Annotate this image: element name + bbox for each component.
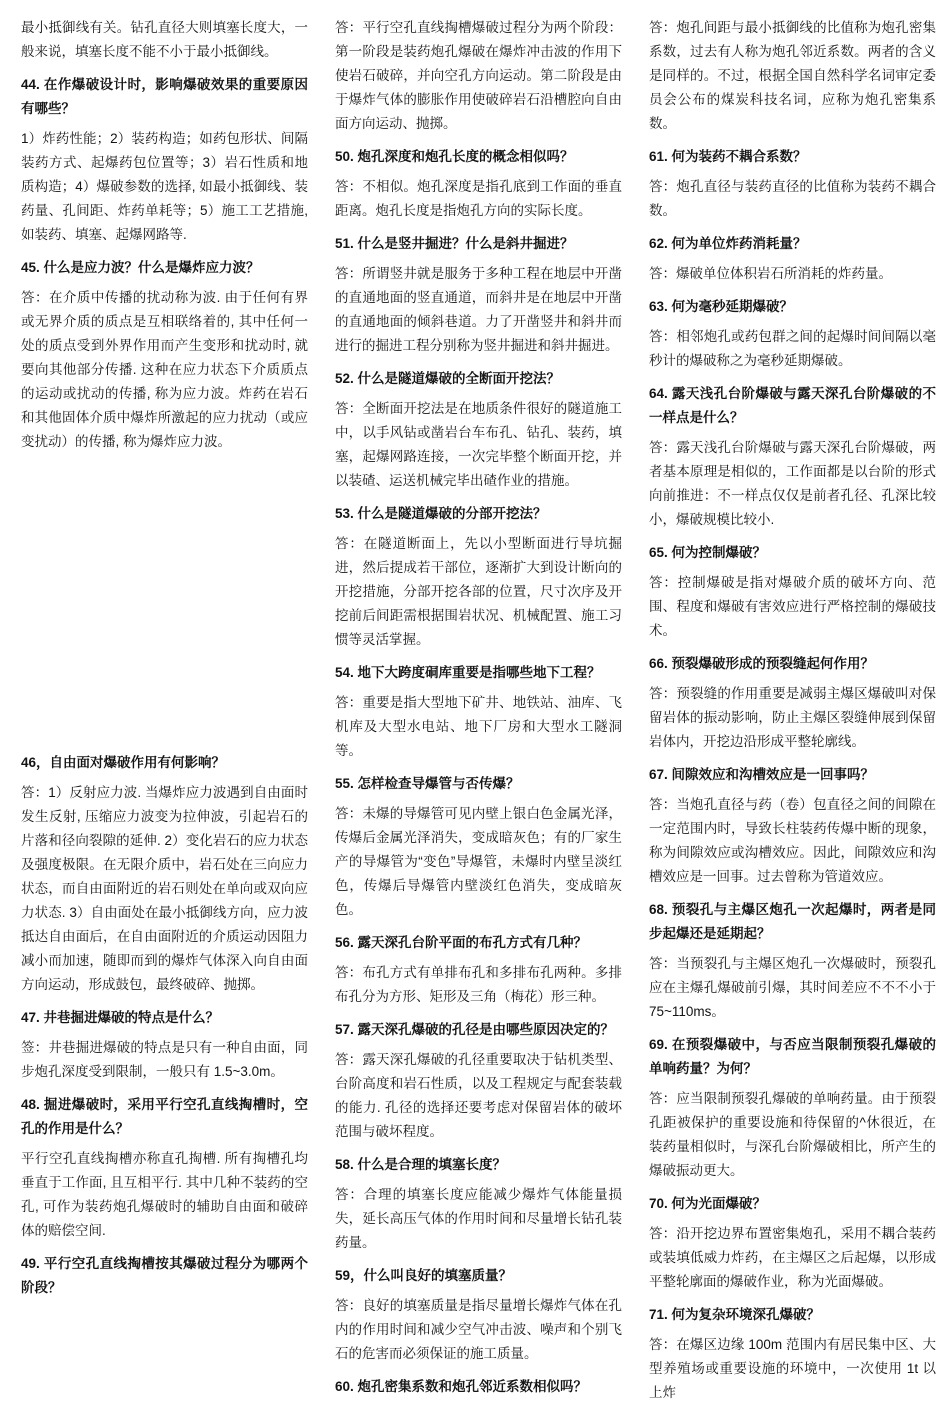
answer-paragraph: 答：控制爆破是指对爆破介质的破坏方向、范围、程度和爆破有害效应进行严格控制的爆破技术。	[649, 575, 936, 638]
question-heading: 54. 地下大跨度硐库重要是指哪些地下工程？	[335, 665, 601, 680]
answer-paragraph: 答：炮孔间距与最小抵御线的比值称为炮孔密集系数，过去有人称为炮孔邻近系数。两者的含义是同样的。不过，根据全国自然科学名词审定委员会公布的煤炭科技名词，应称为炮孔密集系数。	[649, 20, 936, 131]
answer-paragraph: 答：预裂缝的作用重要是减弱主爆区爆破叫对保留岩体的振动影响，防止主爆区裂缝伸展到保留岩体内，开挖边沿形成平整轮廓线。	[649, 686, 936, 749]
answer-paragraph: 1）炸药性能；2）装药构造；如药包形状、间隔装药方式、起爆药包位置等；3）岩石性质和地质构造；4）爆破参数的选择, 如最小抵御线、装药量、孔间距、炸药单耗等；5）施工工艺措施, 如装药、填塞、起爆网路等.	[21, 131, 308, 242]
answer-paragraph: 答：重要是指大型地下矿井、地铁站、油库、飞机库及大型水电站、地下厂房和大型水工隧洞等。	[335, 695, 622, 758]
answer-paragraph: 答：在爆区边缘 100m 范围内有居民集中区、大型养殖场或重要设施的环境中，一次使用 1t 以上炸	[649, 1337, 936, 1400]
question-heading: 66. 预裂爆破形成的预裂缝起何作用？	[649, 656, 875, 671]
question-heading: 56. 露天深孔台阶平面的布孔方式有几种？	[335, 935, 588, 950]
column-spacer	[21, 460, 308, 742]
question-heading: 51. 什么是竖井掘进？什么是斜井掘进？	[335, 236, 574, 251]
text-column-3	[649, 16, 936, 1400]
question-heading: 47. 井巷掘进爆破的特点是什么？	[21, 1010, 220, 1025]
question-heading: 55. 怎样检查导爆管与否传爆？	[335, 776, 520, 791]
answer-paragraph: 答：在隧道断面上，先以小型断面进行导坑掘进，然后提成若干部位，逐渐扩大到设计断向的开挖措施，分部开挖各部的位置，尺寸次序及开挖前后间距需根据围岩状况、机械配置、施工习惯等灵活掌握。	[335, 536, 622, 647]
answer-paragraph: 答：不相似。炮孔深度是指孔底到工作面的垂直距离。炮孔长度是指炮孔方向的实际长度。	[335, 179, 622, 218]
answer-paragraph: 答：在介质中传播的扰动称为波. 由于任何有界或无界介质的质点是互相联络着的, 其中任何一处的质点受到外界作用而产生变形和扰动时, 就要向其他部分传播. 这种在应力状态下介质质点的运动或扰动的传播, 称为应力波。炸药在岩石和其他固体介质中爆炸所激起的应力扰动（或应变扰动）的传播, 称为爆炸应力波。	[21, 290, 308, 449]
answer-paragraph: 答：应当限制预裂孔爆破的单响药量。由于预裂孔距被保护的重要设施和待保留的^休很近，在装药量相似时，与深孔台阶爆破相比，所产生的爆破振动更大。	[649, 1091, 936, 1178]
answer-paragraph: 答：炮孔直径与装药直径的比值称为装药不耦合数。	[649, 179, 936, 218]
question-heading: 61. 何为装药不耦合系数？	[649, 149, 807, 164]
answer-paragraph: 答：当预裂孔与主爆区炮孔一次爆破时，预裂孔应在主爆孔爆破前引爆，其时间差应不不不小于75~110ms。	[649, 956, 936, 1019]
question-heading: 46，自由面对爆破作用有何影响？	[21, 755, 226, 770]
question-heading: 48. 掘进爆破时，采用平行空孔直线掏槽时，空孔的作用是什么？	[21, 1097, 308, 1136]
answer-paragraph: 答：露天深孔爆破的孔径重要取决于钻机类型、台阶高度和岩石性质，以及工程规定与配套装载的能力. 孔径的选择还要考虑对保留岩体的破坏范围与破坏程度。	[335, 1052, 622, 1139]
question-heading: 68. 预裂孔与主爆区炮孔一次起爆时，两者是同步起爆还是延期起？	[649, 902, 936, 941]
question-heading: 52. 什么是隧道爆破的全断面开挖法？	[335, 371, 561, 386]
answer-paragraph: 答：爆破单位体积岩石所消耗的炸药量。	[649, 266, 892, 281]
question-heading: 63. 何为毫秒延期爆破？	[649, 299, 794, 314]
answer-paragraph: 答：全断面开挖法是在地质条件很好的隧道施工中，以手风钻或凿岩台车布孔、钻孔、装药，填塞，起爆网路连接，一次完毕整个断面开挖，并以装碴、运送机械完毕出碴作业的措施。	[335, 401, 622, 488]
question-heading: 53. 什么是隧道爆破的分部开挖法？	[335, 506, 547, 521]
question-heading: 59，什么叫良好的填塞质量？	[335, 1268, 513, 1283]
answer-paragraph: 答：所谓竖井就是服务于多种工程在地层中开凿的直通地面的竖直通道，而斜井是在地层中开凿的直通地面的倾斜巷道。力了开凿竖井和斜井而进行的掘进工程分别称为竖井掘进和斜井掘进。	[335, 266, 622, 353]
answer-paragraph: 平行空孔直线掏槽亦称直孔掏槽. 所有掏槽孔均垂直于工作面, 且互相平行. 其中几种不装药的空孔, 可作为装药炮孔爆破时的辅助自由面和破碎体的赔偿空间.	[21, 1151, 308, 1238]
answer-paragraph: 答：相邻炮孔或药包群之间的起爆时间间隔以毫秒计的爆破称之为毫秒延期爆破。	[649, 329, 936, 368]
answer-paragraph: 答：平行空孔直线掏槽爆破过程分为两个阶段：第一阶段是装药炮孔爆破在爆炸冲击波的作用下使岩石破碎，并向空孔方向运动。第二阶段是由于爆炸气体的膨胀作用使破碎岩石沿槽腔向自由面方向运动、抛掷。	[335, 20, 622, 131]
answer-paragraph: 最小抵御线有关。钻孔直径大则填塞长度大，一般来说，填塞长度不能不小于最小抵御线。	[21, 20, 308, 59]
question-heading: 44. 在作爆破设计时，影响爆破效果的重要原因有哪些？	[21, 77, 308, 116]
text-column-1	[21, 16, 308, 1344]
question-heading: 70. 何为光面爆破？	[649, 1196, 767, 1211]
answer-paragraph: 答：当炮孔直径与药（卷）包直径之间的间隙在一定范围内时，导致长柱装药传爆中断的现象，称为间隙效应或沟槽效应。因此，间隙效应和沟槽效应是一回事。过去曾称为管道效应。	[649, 797, 936, 884]
question-heading: 69. 在预裂爆破中，与否应当限制预裂孔爆破的单响药量？为何？	[649, 1037, 936, 1076]
answer-paragraph: 答：未爆的导爆管可见内壁上银白色金属光泽，传爆后金属光泽消失，变成暗灰色；有的厂家生产的导爆管为“变色”导爆管，未爆时内壁呈淡红色，传爆后导爆管内壁淡红色消失，变成暗灰色。	[335, 806, 622, 917]
question-heading: 60. 炮孔密集系数和炮孔邻近系数相似吗？	[335, 1379, 588, 1394]
question-heading: 57. 露天深孔爆破的孔径是由哪些原因决定的？	[335, 1022, 615, 1037]
question-heading: 50. 炮孔深度和炮孔长度的概念相似吗？	[335, 149, 574, 164]
question-heading: 65. 何为控制爆破？	[649, 545, 767, 560]
question-heading: 71. 何为复杂环境深孔爆破？	[649, 1307, 821, 1322]
answer-paragraph: 签：井巷掘进爆破的特点是只有一种自由面，同步炮孔深度受到限制，一般只有 1.5~3.0m。	[21, 1040, 308, 1079]
answer-paragraph: 答：良好的填塞质量是指尽量增长爆炸气体在孔内的作用时间和减少空气冲击波、噪声和个别飞石的危害而必须保证的施工质量。	[335, 1298, 622, 1361]
question-heading: 62. 何为单位炸药消耗量？	[649, 236, 807, 251]
answer-paragraph: 答：沿开挖边界布置密集炮孔，采用不耦合装药或装填低威力炸药，在主爆区之后起爆，以形成平整轮廓面的爆破作业，称为光面爆破。	[649, 1226, 936, 1289]
text-column-2	[335, 16, 622, 1394]
answer-paragraph: 答：合理的填塞长度应能减少爆炸气体能量损失，延长高压气体的作用时间和尽量增长钻孔装药量。	[335, 1187, 622, 1250]
question-heading: 49. 平行空孔直线掏槽按其爆破过程分为哪两个阶段？	[21, 1256, 308, 1295]
answer-paragraph: 答：1）反射应力波. 当爆炸应力波遇到自由面时发生反射, 压缩应力波变为拉伸波，引起岩石的片落和径向裂隙的延伸. 2）变化岩石的应力状态及强度极限。在无限介质中，岩石处在三向应力状态，而自由面附近的岩石则处在单向或双向应力状态. 3）自由面处在最小抵御线方向，应力波抵达自由面后，在自由面附近的介质运动因阻力减小而加速，随即而到的爆炸气体深入向自由面方向运动，形成鼓包，最终破碎、抛掷。	[21, 785, 308, 992]
question-heading: 64. 露天浅孔台阶爆破与露天深孔台阶爆破的不一样点是什么？	[649, 386, 936, 425]
question-heading: 45. 什么是应力波？什么是爆炸应力波？	[21, 260, 260, 275]
answer-paragraph: 答：布孔方式有单排布孔和多排布孔两种。多排布孔分为方形、矩形及三角（梅花）形三种。	[335, 965, 622, 1004]
question-heading: 58. 什么是合理的填塞长度？	[335, 1157, 507, 1172]
question-heading: 67. 间隙效应和沟槽效应是一回事吗？	[649, 767, 875, 782]
answer-paragraph: 答：露天浅孔台阶爆破与露天深孔台阶爆破，两者基本原理是相似的，工作面都是以台阶的形式向前推进：不一样点仅仅是前者孔径、孔深比较小，爆破规模比较小.	[649, 440, 936, 527]
